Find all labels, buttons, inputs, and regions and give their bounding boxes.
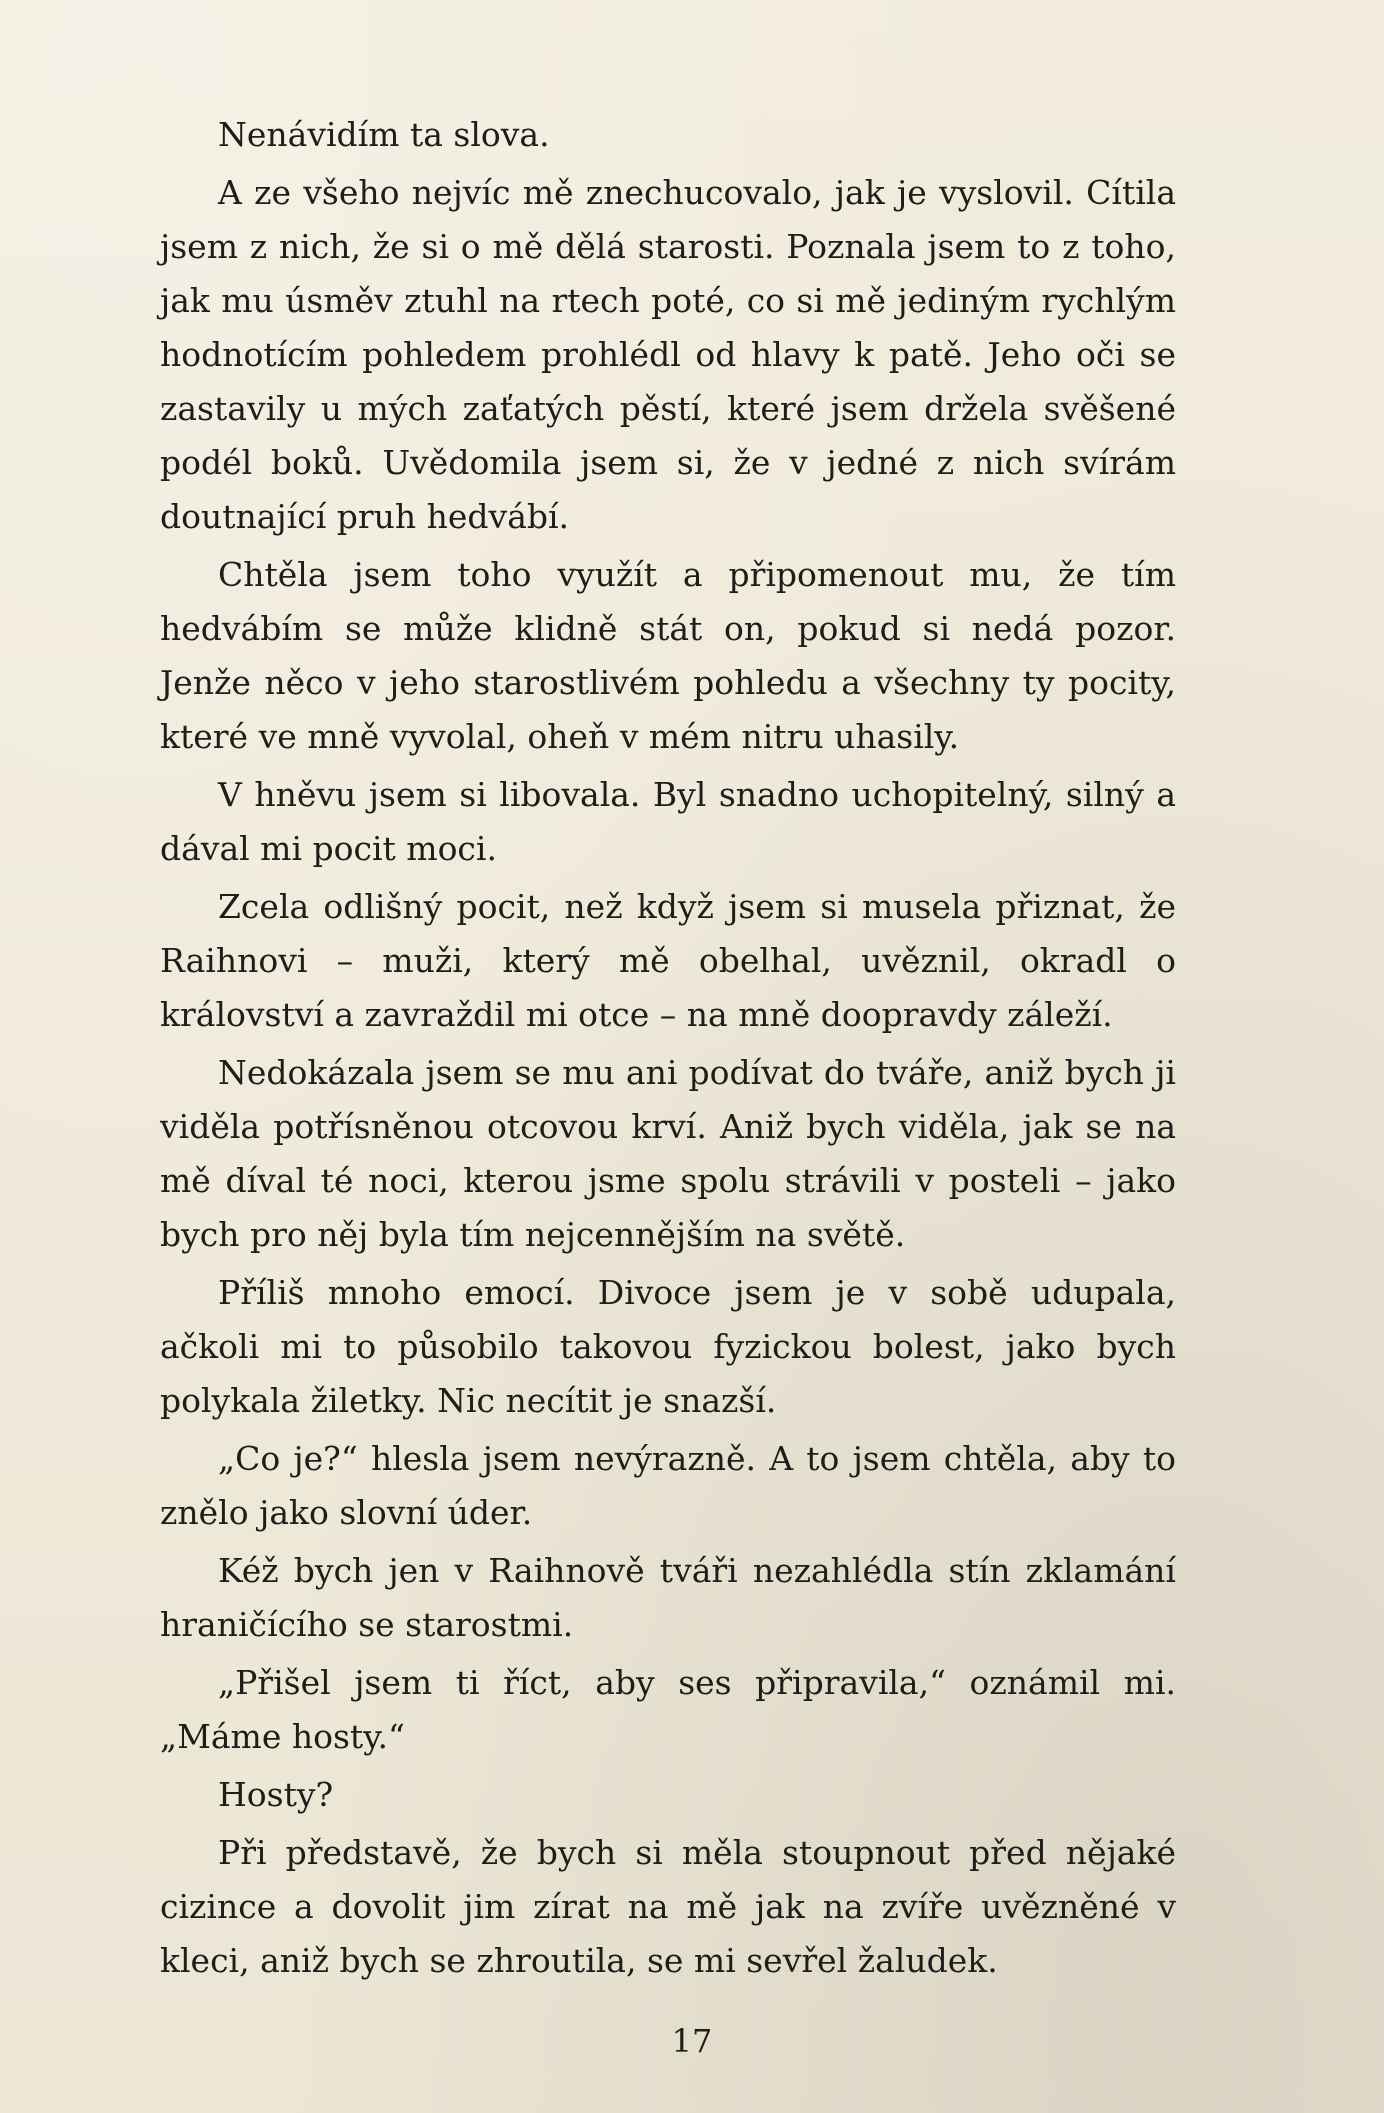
- body-text: [160, 108, 1176, 1988]
- paragraph: „Co je?“ hlesla jsem nevýrazně. A to jsem chtěla, aby to znělo jako slovní úder.: [160, 1439, 1176, 1532]
- paragraph: Příliš mnoho emocí. Divoce jsem je v sobě udupala, ačkoli mi to působilo takovou fyzickou bolest, jako bych polykala žiletky. Nic necítit je snazší.: [160, 1273, 1176, 1420]
- page-number: 17: [671, 2022, 713, 2060]
- paragraph: Chtěla jsem toho využít a připomenout mu, že tím hedvábím se může klidně stát on, pokud si nedá pozor. Jenže něco v jeho starostlivém pohledu a všechny ty pocity, které ve mně vyvolal, oheň v mém nitru uhasily.: [160, 555, 1176, 756]
- paragraph: Nenávidím ta slova.: [218, 115, 550, 154]
- paragraph: Nedokázala jsem se mu ani podívat do tváře, aniž bych ji viděla potřísněnou otcovou krví. Aniž bych viděla, jak se na mě díval té noci, kterou jsme spolu strávili v posteli – jako bych pro něj byla tím nejcennějším na světě.: [160, 1053, 1176, 1254]
- paragraph: „Přišel jsem ti říct, aby ses připravila,“ oznámil mi. „Máme hosty.“: [160, 1663, 1176, 1756]
- paragraph: Kéž bych jen v Raihnově tváři nezahlédla stín zklamání hraničícího se starostmi.: [160, 1551, 1176, 1644]
- paragraph: A ze všeho nejvíc mě znechucovalo, jak je vyslovil. Cítila jsem z nich, že si o mě dělá starosti. Poznala jsem to z toho, jak mu úsměv ztuhl na rtech poté, co si mě jediným rychlým hodnotícím pohledem prohlédl od hlavy k patě. Jeho oči se zastavily u mých zaťatých pěstí, které jsem držela svěšené podél boků. Uvědomila jsem si, že v jedné z nich svírám doutnající pruh hedvábí.: [160, 173, 1176, 536]
- paragraph: Hosty?: [218, 1775, 334, 1814]
- paragraph: Při představě, že bych si měla stoupnout před nějaké cizince a dovolit jim zírat na mě jak na zvíře uvězněné v kleci, aniž bych se zhroutila, se mi sevřel žaludek.: [160, 1833, 1176, 1980]
- paragraph: V hněvu jsem si libovala. Byl snadno uchopitelný, silný a dával mi pocit moci.: [160, 775, 1176, 868]
- paragraph: Zcela odlišný pocit, než když jsem si musela přiznat, že Raihnovi – muži, který mě obelhal, uvěznil, okradl o království a zavraždil mi otce – na mně doopravdy záleží.: [160, 887, 1176, 1034]
